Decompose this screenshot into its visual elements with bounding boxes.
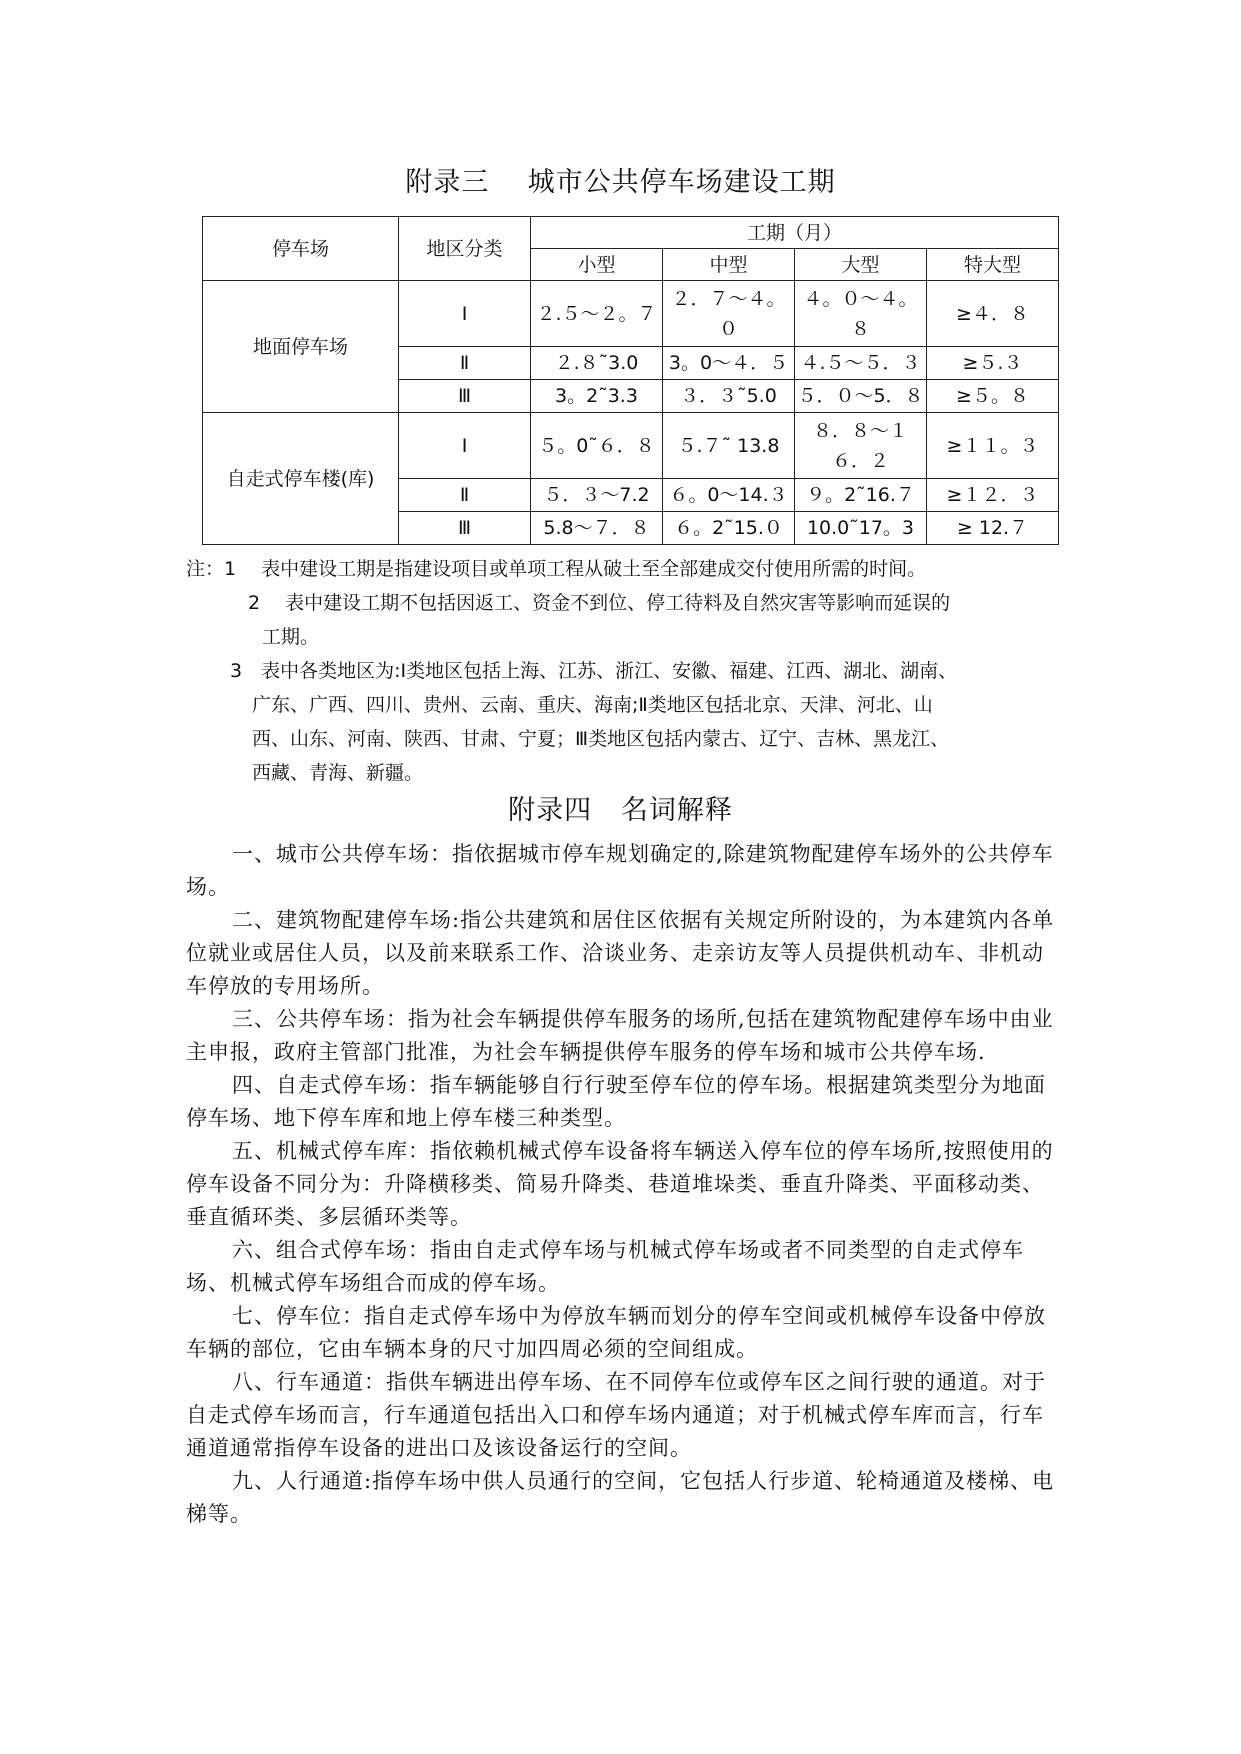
medium-cell: ６。2˜15.０ xyxy=(663,512,795,545)
large-cell: ５．０～5．８ xyxy=(795,380,927,413)
large-cell: ４.５～５．３ xyxy=(795,347,927,380)
appendix3-title: 附录三 城市公共停车场建设工期 xyxy=(405,167,836,198)
header-small: 小型 xyxy=(531,249,663,281)
medium-cell: ２．７～４。０ xyxy=(663,281,795,347)
medium-cell: 3。0～４．５ xyxy=(663,347,795,380)
header-large: 大型 xyxy=(795,249,927,281)
xlarge-cell: ≥ 12.７ xyxy=(927,512,1059,545)
header-parking: 停车场 xyxy=(203,217,399,281)
header-medium: 中型 xyxy=(663,249,795,281)
large-cell: 10.0˜17。3 xyxy=(795,512,927,545)
table-notes xyxy=(186,552,1076,790)
region-cell: Ⅱ xyxy=(399,479,531,512)
note-3-line-1: 3 表中各类地区为:Ⅰ类地区包括上海、江苏、浙江、安徽、福建、江西、湖北、湖南、 xyxy=(230,660,958,682)
header-region: 地区分类 xyxy=(399,217,531,281)
note-3-line-2: 广东、广西、四川、贵州、云南、重庆、海南;Ⅱ类地区包括北京、天津、河北、山 xyxy=(252,694,933,716)
large-cell: ４。０～４。８ xyxy=(795,281,927,347)
definition-item: 六、组合式停车场：指由自走式停车场与机械式停车场或者不同类型的自走式停车场、机械式停车场组合而成的停车场。 xyxy=(186,1238,1024,1295)
definition-item: 三、公共停车场：指为社会车辆提供停车服务的场所,包括在建筑物配建停车场中由业主申报，政府主管部门批准，为社会车辆提供停车服务的停车场和城市公共停车场. xyxy=(186,1007,1054,1064)
small-cell: 3。2˜3.3 xyxy=(531,380,663,413)
medium-cell: ５.７˜ 13.8 xyxy=(663,413,795,479)
xlarge-cell: ≥４．８ xyxy=(927,281,1059,347)
xlarge-cell: ≥５。８ xyxy=(927,380,1059,413)
region-cell: Ⅰ xyxy=(399,281,531,347)
definition-item: 七、停车位：指自走式停车场中为停放车辆而划分的停车空间或机械停车设备中停放车辆的部位，它由车辆本身的尺寸加四周必须的空间组成。 xyxy=(186,1304,1046,1361)
xlarge-cell: ≥５.３ xyxy=(927,347,1059,380)
definitions-list xyxy=(186,838,1056,1531)
definition-item: 一、城市公共停车场：指依据城市停车规划确定的,除建筑物配建停车场外的公共停车场。 xyxy=(186,842,1054,899)
small-cell: ５。0˜６．８ xyxy=(531,413,663,479)
table-row xyxy=(203,413,1059,479)
note-3-line-3: 西、山东、河南、陕西、甘肃、宁夏；Ⅲ类地区包括内蒙古、辽宁、吉林、黑龙江、 xyxy=(252,728,950,750)
large-cell: ９。2˜16.７ xyxy=(795,479,927,512)
small-cell: 5.8～７．８ xyxy=(531,512,663,545)
note-3-line-4: 西藏、青海、新疆。 xyxy=(252,762,424,784)
small-cell: ２.５～２。７ xyxy=(531,281,663,347)
appendix4-title: 附录四 名词解释 xyxy=(508,795,733,826)
medium-cell: ３．３˜5.0 xyxy=(663,380,795,413)
small-cell: ２.８˜3.0 xyxy=(531,347,663,380)
note-2-line-2: 工期。 xyxy=(262,626,320,648)
table-row xyxy=(203,281,1059,347)
group-name: 地面停车场 xyxy=(203,281,399,413)
note-2-line-1: 2 表中建设工期不包括因返工、资金不到位、停工待料及自然灾害等影响而延误的 xyxy=(248,592,951,614)
note-1: 注：1 表中建设工期是指建设项目或单项工程从破土至全部建成交付使用所需的时间。 xyxy=(186,558,927,580)
definition-item: 二、建筑物配建停车场:指公共建筑和居住区依据有关规定所附设的，为本建筑内各单位就业或居住人员，以及前来联系工作、洽谈业务、走亲访友等人员提供机动车、非机动车停放的专用场所。 xyxy=(186,908,1055,998)
header-xlarge: 特大型 xyxy=(927,249,1059,281)
group-name: 自走式停车楼(库) xyxy=(203,413,399,545)
region-cell: Ⅰ xyxy=(399,413,531,479)
definition-item: 四、自走式停车场：指车辆能够自行行驶至停车位的停车场。根据建筑类型分为地面停车场、地下停车库和地上停车楼三种类型。 xyxy=(186,1073,1046,1130)
large-cell: ８．８～１６．２ xyxy=(795,413,927,479)
xlarge-cell: ≥１１。３ xyxy=(927,413,1059,479)
medium-cell: ６。0～14.３ xyxy=(663,479,795,512)
header-period: 工期（月） xyxy=(531,217,1059,249)
xlarge-cell: ≥１２．３ xyxy=(927,479,1059,512)
region-cell: Ⅲ xyxy=(399,380,531,413)
definition-item: 九、人行通道:指停车场中供人员通行的空间，它包括人行步道、轮椅通道及楼梯、电梯等。 xyxy=(186,1469,1055,1526)
definition-item: 八、行车通道：指供车辆进出停车场、在不同停车位或停车区之间行驶的通道。对于自走式停车场而言，行车通道包括出入口和停车场内通道；对于机械式停车库而言，行车通道通常指停车设备的进出口及该设备运行的空间。 xyxy=(186,1370,1046,1460)
region-cell: Ⅲ xyxy=(399,512,531,545)
definition-item: 五、机械式停车库：指依赖机械式停车设备将车辆送入停车位的停车场所,按照使用的停车设备不同分为：升降横移类、简易升降类、巷道堆垛类、垂直升降类、平面移动类、垂直循环类、多层循环类等。 xyxy=(186,1139,1054,1229)
small-cell: ５．３～7.2 xyxy=(531,479,663,512)
region-cell: Ⅱ xyxy=(399,347,531,380)
construction-period-table xyxy=(202,216,1059,545)
